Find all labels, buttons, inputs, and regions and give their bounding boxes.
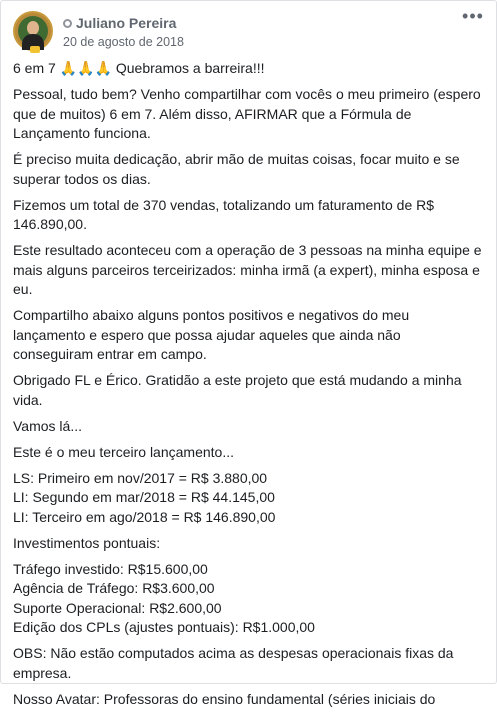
post-line: Este resultado aconteceu com a operação de 3 pessoas na minha equipe e mais alguns parceiros terceirizados: minha irmã (a expert), minha esposa e eu. — [13, 242, 482, 297]
post-meta — [63, 14, 184, 49]
more-options-icon[interactable]: ••• — [462, 6, 484, 26]
post-line: LS: Primeiro em nov/2017 = R$ 3.880,00 LI: Segundo em mar/2018 = R$ 44.145,00 LI: Terceiro em ago/2018 = R$ 146.890,00 — [13, 469, 276, 525]
avatar[interactable] — [13, 11, 53, 51]
author-name[interactable]: Juliano Pereira — [76, 15, 177, 31]
post-line: 6 em 7 🙏🙏🙏 Quebramos a barreira!!! — [13, 60, 265, 76]
avatar-photo — [18, 16, 48, 46]
post-date[interactable]: 20 de agosto de 2018 — [63, 35, 184, 49]
member-badge-icon — [63, 19, 72, 28]
post-line: Compartilho abaixo alguns pontos positivos e negativos do meu lançamento e espero que possa ajudar aqueles que ainda não conseguiram entrar em campo. — [13, 307, 410, 362]
post-line: Pessoal, tudo bem? Venho compartilhar com vocês o meu primeiro (espero que de muitos) 6 em 7. Além disso, AFIRMAR que a Fórmula de Lançamento funciona. — [13, 86, 481, 141]
post-line: Nosso Avatar: Professoras do ensino fundamental (séries iniciais do — [13, 690, 436, 707]
post-body — [13, 59, 484, 716]
post-line: Tráfego investido: R$15.600,00 Agência de Tráfego: R$3.600,00 Suporte Operacional: R$2.600,00 Edição dos CPLs (ajustes pontuais): R$1.000,00 — [13, 560, 315, 635]
avatar-badge — [30, 46, 40, 53]
post-line: Vamos lá... — [13, 417, 82, 434]
post-header — [13, 6, 484, 55]
post-line: Fizemos um total de 370 vendas, totalizando um faturamento de R$ 146.890,00. — [13, 196, 435, 232]
post-line: É preciso muita dedicação, abrir mão de muitas coisas, focar muito e se superar todos os dias. — [13, 151, 460, 187]
post-line: OBS: Não estão computados acima as despesas operacionais fixas da empresa. — [13, 645, 454, 681]
post-line: Obrigado FL e Érico. Gratidão a este projeto que está mudando a minha vida. — [13, 372, 462, 408]
post-line: Investimentos pontuais: — [13, 534, 161, 551]
post-line: Este é o meu terceiro lançamento... — [13, 443, 234, 460]
